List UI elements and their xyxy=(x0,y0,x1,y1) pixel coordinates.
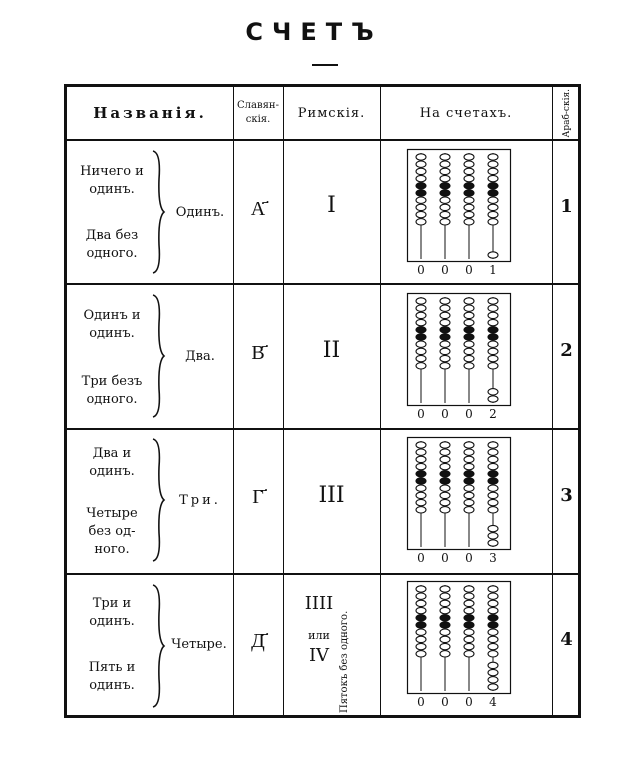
abacus-bead xyxy=(488,471,498,477)
abacus-bead xyxy=(440,485,450,491)
abacus-bead-moved xyxy=(488,525,498,531)
abacus-bead xyxy=(416,197,426,203)
abacus-bead xyxy=(440,341,450,347)
abacus-bead xyxy=(464,348,474,354)
abacus-bead xyxy=(464,305,474,311)
row-2-brace xyxy=(151,293,165,419)
abacus-bead-moved xyxy=(488,252,498,258)
abacus-bead xyxy=(440,492,450,498)
abacus-bead xyxy=(488,507,498,513)
row-4-roman: IIII xyxy=(304,593,334,614)
abacus-bead xyxy=(440,190,450,196)
abacus-bead xyxy=(464,507,474,513)
abacus-bead xyxy=(488,651,498,657)
abacus-bead xyxy=(464,298,474,304)
abacus-bead xyxy=(416,363,426,369)
abacus-bead xyxy=(440,478,450,484)
abacus-bead xyxy=(416,586,426,592)
abacus-bead xyxy=(488,492,498,498)
abacus-bead xyxy=(440,622,450,628)
abacus-bead xyxy=(488,168,498,174)
abacus-bead xyxy=(440,334,450,340)
abacus-bead xyxy=(464,319,474,325)
abacus-bead xyxy=(464,636,474,642)
abacus-bead xyxy=(488,499,498,505)
row-2-abacus xyxy=(407,293,511,421)
abacus-bead xyxy=(416,478,426,484)
row-2-roman: II xyxy=(322,338,341,363)
abacus-bead xyxy=(440,161,450,167)
row-2-desc-top: Одинъ и одинъ. xyxy=(83,308,141,341)
abacus-digit: 0 xyxy=(417,407,425,421)
row-3-slavonic: Г҃ xyxy=(252,484,264,508)
row-divider xyxy=(67,428,578,430)
page-title: СЧЕТЪ xyxy=(245,18,383,46)
abacus-bead xyxy=(416,442,426,448)
abacus-bead xyxy=(488,643,498,649)
abacus-bead xyxy=(464,586,474,592)
abacus-bead xyxy=(416,593,426,599)
abacus-digit: 0 xyxy=(417,263,425,277)
abacus-bead xyxy=(416,471,426,477)
numbers-table xyxy=(64,84,581,718)
abacus-bead xyxy=(440,305,450,311)
abacus-bead xyxy=(464,600,474,606)
abacus-bead xyxy=(464,629,474,635)
abacus-digit: 0 xyxy=(417,551,425,565)
col-divider xyxy=(283,87,284,715)
abacus-bead xyxy=(416,334,426,340)
abacus-bead xyxy=(464,463,474,469)
row-1-brace xyxy=(151,149,165,275)
abacus-bead xyxy=(416,629,426,635)
abacus-bead xyxy=(440,449,450,455)
abacus-digit: 0 xyxy=(441,263,449,277)
abacus-bead xyxy=(416,154,426,160)
abacus-bead xyxy=(416,175,426,181)
row-1-arabic: 1 xyxy=(560,196,573,217)
row-2-name: Два. xyxy=(185,349,215,364)
abacus-bead xyxy=(488,319,498,325)
row-4-name: Четыре. xyxy=(171,637,227,652)
abacus-bead xyxy=(488,204,498,210)
abacus-bead xyxy=(416,507,426,513)
col-divider xyxy=(552,87,553,715)
abacus-bead xyxy=(440,348,450,354)
abacus-bead xyxy=(464,190,474,196)
abacus-bead xyxy=(488,312,498,318)
abacus-bead-moved xyxy=(488,396,498,402)
abacus-bead xyxy=(488,600,498,606)
row-3-abacus xyxy=(407,437,511,565)
abacus-bead xyxy=(416,211,426,217)
abacus-digit: 0 xyxy=(441,407,449,421)
abacus-bead xyxy=(416,456,426,462)
abacus-digit: 2 xyxy=(489,407,497,421)
row-4-brace xyxy=(151,583,165,709)
abacus-bead xyxy=(440,363,450,369)
row-divider xyxy=(67,573,578,575)
abacus-bead xyxy=(464,478,474,484)
abacus-bead-moved xyxy=(488,684,498,690)
row-4-roman-note: Пятокъ без одного. xyxy=(339,610,350,714)
abacus-bead xyxy=(488,586,498,592)
abacus-bead xyxy=(488,183,498,189)
abacus-digit: 0 xyxy=(441,695,449,709)
abacus-bead xyxy=(416,615,426,621)
abacus-bead xyxy=(440,636,450,642)
row-1-desc-top: Ничего и одинъ. xyxy=(80,164,144,197)
row-4-desc-bottom: Пять и одинъ. xyxy=(88,660,136,693)
row-4-roman-or: или xyxy=(308,629,330,642)
abacus-bead xyxy=(440,204,450,210)
abacus-bead xyxy=(488,348,498,354)
row-4-roman-alt: IV xyxy=(308,645,330,666)
row-2-desc-bottom: Три безъ одного. xyxy=(81,374,143,407)
row-divider xyxy=(67,283,578,285)
abacus-bead xyxy=(488,636,498,642)
abacus-bead xyxy=(440,615,450,621)
abacus-bead xyxy=(416,327,426,333)
header-abacus: На счетахъ. xyxy=(419,105,513,121)
abacus-bead xyxy=(416,651,426,657)
abacus-bead xyxy=(488,197,498,203)
abacus-bead xyxy=(464,334,474,340)
abacus-bead xyxy=(416,348,426,354)
row-4-abacus xyxy=(407,581,511,709)
abacus-bead xyxy=(464,651,474,657)
abacus-bead xyxy=(440,355,450,361)
abacus-digit: 0 xyxy=(465,695,473,709)
abacus-bead xyxy=(464,341,474,347)
abacus-bead xyxy=(416,219,426,225)
row-3-desc-top: Два и одинъ. xyxy=(89,446,135,479)
abacus-bead xyxy=(416,183,426,189)
abacus-bead xyxy=(440,312,450,318)
abacus-digit: 0 xyxy=(465,407,473,421)
abacus-bead xyxy=(488,622,498,628)
abacus-bead xyxy=(488,355,498,361)
row-2-slavonic: В҃ xyxy=(251,340,265,364)
abacus-bead xyxy=(488,593,498,599)
abacus-bead xyxy=(440,607,450,613)
abacus-bead-moved xyxy=(488,662,498,668)
abacus-bead xyxy=(464,607,474,613)
abacus-bead xyxy=(416,485,426,491)
abacus-bead-moved xyxy=(488,669,498,675)
abacus-bead xyxy=(440,456,450,462)
abacus-bead xyxy=(416,161,426,167)
abacus-bead xyxy=(440,442,450,448)
abacus-bead xyxy=(416,305,426,311)
abacus-bead xyxy=(416,341,426,347)
abacus-bead xyxy=(464,643,474,649)
abacus-bead xyxy=(416,622,426,628)
abacus-bead xyxy=(464,168,474,174)
abacus-bead xyxy=(416,168,426,174)
row-1-abacus xyxy=(407,149,511,277)
abacus-bead xyxy=(464,183,474,189)
abacus-bead xyxy=(440,183,450,189)
abacus-bead xyxy=(440,651,450,657)
abacus-bead xyxy=(488,629,498,635)
abacus-bead xyxy=(488,154,498,160)
abacus-bead xyxy=(440,154,450,160)
abacus-bead xyxy=(440,298,450,304)
abacus-bead xyxy=(488,334,498,340)
abacus-bead xyxy=(488,190,498,196)
abacus-bead xyxy=(464,593,474,599)
abacus-bead xyxy=(416,499,426,505)
abacus-bead xyxy=(464,499,474,505)
abacus-digit: 3 xyxy=(489,551,497,565)
abacus-bead xyxy=(488,456,498,462)
abacus-bead xyxy=(488,219,498,225)
row-3-roman: III xyxy=(318,483,345,508)
abacus-bead xyxy=(440,593,450,599)
abacus-bead xyxy=(488,341,498,347)
abacus-bead xyxy=(488,478,498,484)
abacus-bead xyxy=(488,442,498,448)
row-3-arabic: 3 xyxy=(560,485,573,506)
abacus-bead xyxy=(416,600,426,606)
header-roman: Римскія. xyxy=(297,105,366,121)
row-4-desc-top: Три и одинъ. xyxy=(89,596,135,629)
abacus-digit: 0 xyxy=(417,695,425,709)
row-4-arabic: 4 xyxy=(560,629,573,650)
abacus-bead xyxy=(464,219,474,225)
abacus-bead xyxy=(464,161,474,167)
abacus-bead xyxy=(464,355,474,361)
abacus-bead xyxy=(464,442,474,448)
abacus-bead xyxy=(440,600,450,606)
abacus-bead xyxy=(416,636,426,642)
abacus-bead xyxy=(464,204,474,210)
abacus-bead xyxy=(416,312,426,318)
abacus-bead xyxy=(440,319,450,325)
col-divider xyxy=(380,87,381,715)
abacus-bead xyxy=(464,154,474,160)
abacus-bead xyxy=(464,175,474,181)
abacus-bead xyxy=(416,319,426,325)
abacus-bead xyxy=(488,161,498,167)
abacus-bead xyxy=(416,607,426,613)
abacus-digit: 4 xyxy=(489,695,497,709)
row-1-name: Одинъ. xyxy=(175,205,225,220)
row-3-name: Три. xyxy=(179,493,221,508)
abacus-bead xyxy=(464,211,474,217)
abacus-bead xyxy=(440,211,450,217)
abacus-bead xyxy=(416,463,426,469)
abacus-bead xyxy=(464,615,474,621)
abacus-bead xyxy=(440,219,450,225)
header-divider xyxy=(67,139,578,141)
row-2-arabic: 2 xyxy=(560,340,573,361)
abacus-digit: 1 xyxy=(489,263,497,277)
abacus-bead-moved xyxy=(488,389,498,395)
abacus-bead xyxy=(416,298,426,304)
abacus-bead xyxy=(416,204,426,210)
abacus-bead xyxy=(488,463,498,469)
abacus-bead xyxy=(440,168,450,174)
abacus-bead xyxy=(464,327,474,333)
abacus-bead xyxy=(488,327,498,333)
abacus-bead xyxy=(440,507,450,513)
abacus-bead xyxy=(488,305,498,311)
abacus-bead xyxy=(416,643,426,649)
row-3-brace xyxy=(151,437,165,563)
abacus-bead-moved xyxy=(488,533,498,539)
header-arabic: Араб-скія. xyxy=(561,88,572,138)
row-4-slavonic: Д҃ xyxy=(251,628,265,652)
col-divider xyxy=(233,87,234,715)
abacus-bead xyxy=(416,449,426,455)
row-3-desc-bottom: Четыре без од-ного. xyxy=(86,506,138,557)
abacus-bead xyxy=(488,485,498,491)
abacus-bead xyxy=(464,449,474,455)
abacus-bead xyxy=(464,312,474,318)
abacus-bead xyxy=(416,492,426,498)
abacus-bead xyxy=(416,190,426,196)
header-slavonic: Славян-скія. xyxy=(237,100,279,125)
abacus-bead xyxy=(464,471,474,477)
abacus-digit: 0 xyxy=(441,551,449,565)
row-1-desc-bottom: Два без одного. xyxy=(85,228,139,261)
abacus-bead xyxy=(440,197,450,203)
abacus-bead xyxy=(440,629,450,635)
abacus-bead xyxy=(488,363,498,369)
header-names: Названія. xyxy=(93,104,207,122)
abacus-bead xyxy=(440,463,450,469)
abacus-bead xyxy=(440,499,450,505)
abacus-bead xyxy=(464,622,474,628)
abacus-bead xyxy=(488,298,498,304)
row-1-slavonic: А҃ xyxy=(250,196,266,220)
abacus-bead xyxy=(440,643,450,649)
abacus-bead xyxy=(488,175,498,181)
abacus-digit: 0 xyxy=(465,551,473,565)
abacus-bead xyxy=(488,615,498,621)
row-1-roman: I xyxy=(327,193,336,218)
title-rule xyxy=(312,64,338,66)
abacus-bead xyxy=(440,175,450,181)
abacus-bead xyxy=(488,211,498,217)
abacus-bead xyxy=(464,197,474,203)
abacus-bead xyxy=(488,449,498,455)
abacus-bead xyxy=(440,586,450,592)
abacus-bead xyxy=(464,485,474,491)
abacus-bead xyxy=(464,456,474,462)
abacus-digit: 0 xyxy=(465,263,473,277)
abacus-bead-moved xyxy=(488,677,498,683)
abacus-bead xyxy=(464,363,474,369)
abacus-bead xyxy=(440,327,450,333)
abacus-bead xyxy=(440,471,450,477)
abacus-bead-moved xyxy=(488,540,498,546)
abacus-bead xyxy=(416,355,426,361)
abacus-bead xyxy=(464,492,474,498)
abacus-bead xyxy=(488,607,498,613)
